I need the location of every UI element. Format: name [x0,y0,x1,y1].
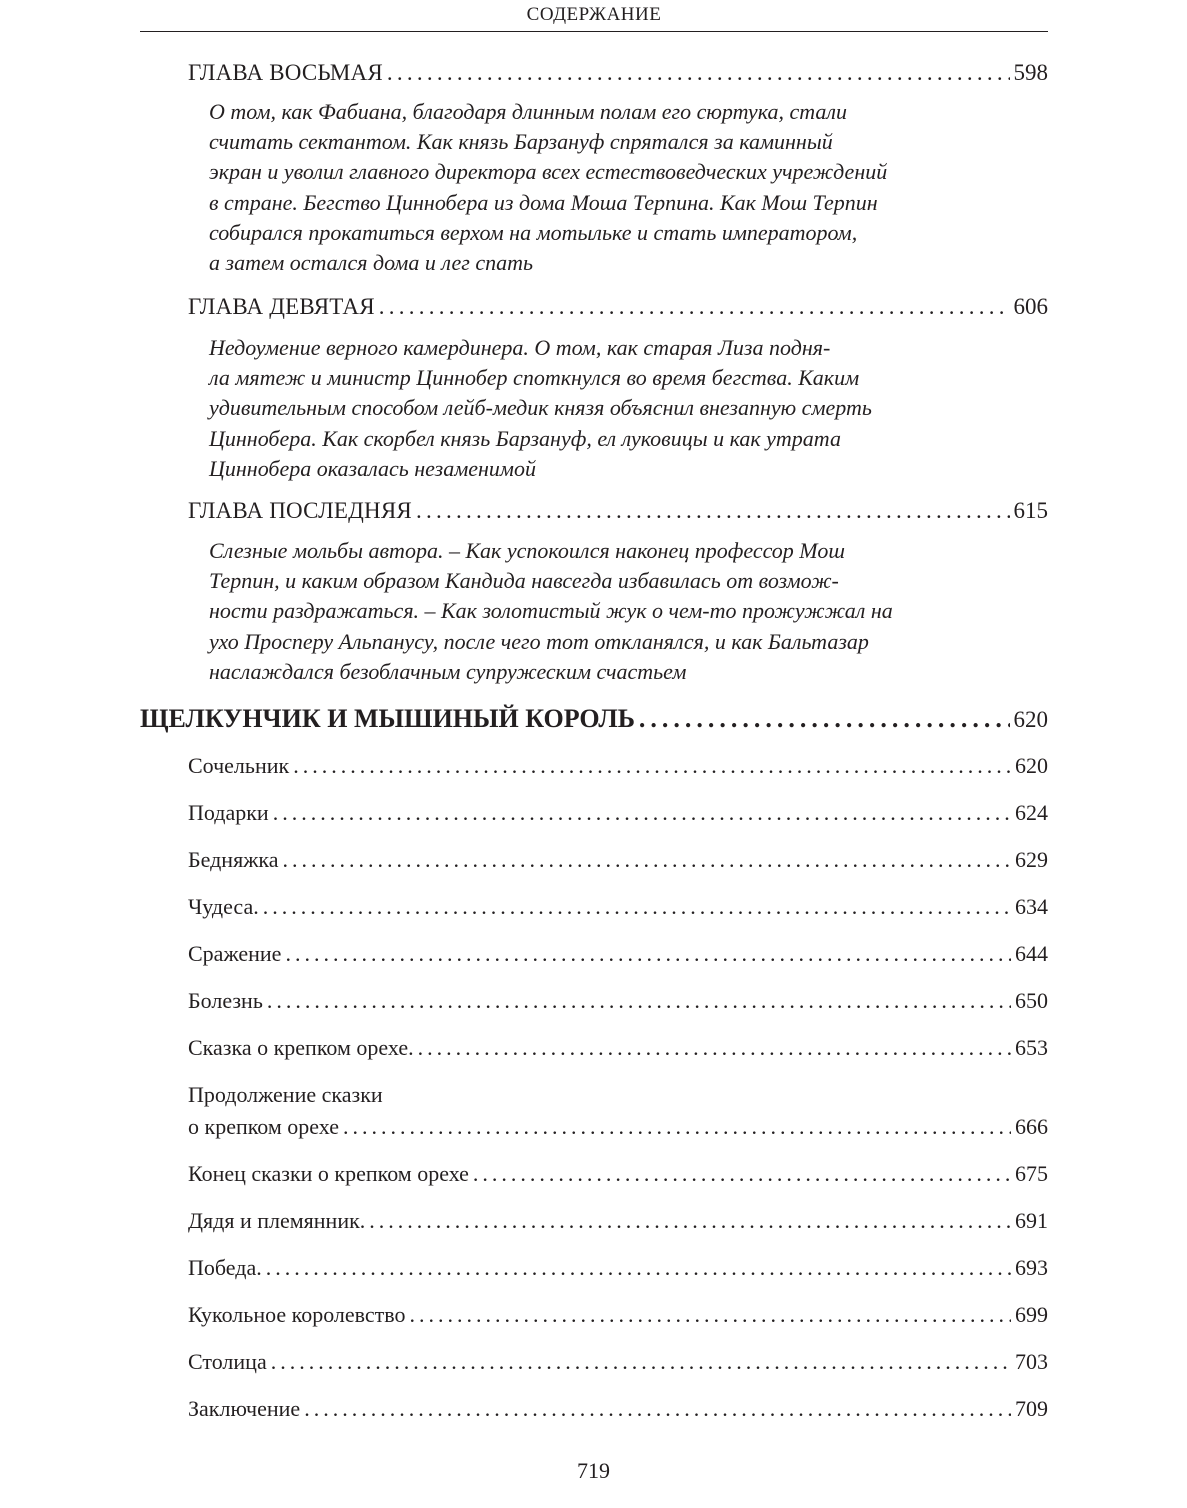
toc-entry-chapter[interactable] [188,498,1048,524]
toc-entry-subchapter[interactable] [188,1114,1048,1140]
dot-leader [285,941,1011,967]
toc-section-title: ЩЕЛКУНЧИК И МЫШИНЫЙ КОРОЛЬ [140,704,635,733]
toc-entry-title: Заключение [188,1396,301,1421]
toc-entry-subchapter[interactable] [188,1161,1048,1187]
header-rule [140,31,1048,32]
toc-entry-title: о крепком орехе [188,1114,339,1139]
dot-leader [473,1161,1011,1187]
toc-entry-page: 693 [1015,1255,1048,1280]
toc-entry-title: Сражение [188,941,282,966]
chapter-summary [209,536,969,687]
toc-entry-title: Бедняжка [188,847,279,872]
toc-entry-title: Чудеса. [188,894,259,919]
dot-leader [410,1302,1011,1328]
toc-entry-subchapter[interactable] [188,1035,1048,1061]
chapter-summary [209,333,969,484]
dot-leader [293,753,1011,779]
dot-leader [639,704,1010,734]
toc-entry-page: 620 [1015,753,1048,778]
toc-entry-page: 644 [1015,941,1048,966]
toc-entry-subchapter[interactable] [188,941,1048,967]
dot-leader [379,294,1010,320]
summary-line: в стране. Бегство Циннобера из дома Моша Терпина. Как Мош Терпин [209,189,878,215]
toc-entry-title: Сказка о крепком орехе. [188,1035,414,1060]
summary-line: ухо Просперу Альпанусу, после чего тот откланялся, и как Бальтазар [209,628,869,654]
toc-entry-title: ГЛАВА ДЕВЯТАЯ [188,294,375,319]
toc-entry-title: Конец сказки о крепком орехе [188,1161,469,1186]
toc-entry-title: Победа. [188,1255,262,1280]
toc-entry-title: Столица [188,1349,267,1374]
dot-leader [283,847,1011,873]
dot-leader [387,60,1010,86]
toc-entry-page: 691 [1015,1208,1048,1233]
toc-entry-chapter[interactable] [188,294,1048,320]
toc-section-page: 620 [1013,707,1048,732]
summary-line: Терпин, и каким образом Кандида навсегда избавилась от возмож- [209,568,839,594]
dot-leader [266,1255,1011,1281]
toc-entry-page: 650 [1015,988,1048,1013]
toc-entry-title: Болезнь [188,988,263,1013]
dot-leader [271,1349,1011,1375]
toc-entry-title: Подарки [188,800,269,825]
toc-entry-page: 629 [1015,847,1048,872]
running-head: СОДЕРЖАНИЕ [526,4,662,25]
summary-line: собирался прокатиться верхом на мотыльке и стать императором, [209,219,858,245]
summary-line: Циннобера. Как скорбел князь Барзануф, ел луковицы и как утрата [209,425,841,451]
toc-entry-subchapter[interactable] [188,988,1048,1014]
toc-entry-subchapter[interactable] [188,847,1048,873]
dot-leader [263,894,1011,920]
summary-line: О том, как Фабиана, благодаря длинным полам его сюртука, стали [209,99,847,124]
toc-entry-title: ГЛАВА ВОСЬМАЯ [188,60,383,85]
toc-entry-title: Сочельник [188,753,290,778]
dot-leader [416,498,1010,524]
dot-leader [343,1114,1011,1140]
dot-leader [267,988,1011,1014]
toc-entry-page: 703 [1015,1349,1048,1374]
toc-entry-title: ГЛАВА ПОСЛЕДНЯЯ [188,498,412,523]
toc-entry-title-line1[interactable]: Продолжение сказки [188,1082,383,1107]
summary-line: ности раздражаться. – Как золотистый жук о чем-то прожужжал на [209,598,893,624]
summary-line: экран и уволил главного директора всех естествоведческих учреждений [209,159,888,185]
toc-entry-page: 615 [1013,498,1048,523]
dot-leader [369,1208,1011,1234]
toc-entry-page: 666 [1015,1114,1048,1139]
toc-entry-subchapter[interactable] [188,753,1048,779]
toc-entry-page: 675 [1015,1161,1048,1186]
chapter-summary [209,97,969,278]
summary-line: а затем остался дома и лег спать [209,250,533,276]
toc-entry-subchapter[interactable] [188,1302,1048,1328]
summary-line: удивительным способом лейб-медик князя объяснил внезапную смерть [209,395,872,421]
toc-entry-page: 634 [1015,894,1048,919]
summary-line: Циннобера оказалась незаменимой [209,455,536,481]
toc-entry-title: Кукольное королевство [188,1302,406,1327]
toc-entry-page: 606 [1013,294,1048,319]
toc-entry-subchapter[interactable] [188,1349,1048,1375]
toc-entry-page: 699 [1015,1302,1048,1327]
summary-line: Слезные мольбы автора. – Как успокоился наконец профессор Мош [209,538,845,563]
toc-entry-subchapter[interactable] [188,894,1048,920]
toc-entry-subchapter[interactable] [188,1255,1048,1281]
dot-leader [304,1396,1011,1422]
toc-entry-page: 598 [1013,60,1048,85]
toc-entry-subchapter[interactable] [188,1208,1048,1234]
dot-leader [418,1035,1011,1061]
summary-line: наслаждался безоблачным супружеским счастьем [209,658,687,684]
toc-entry-subchapter[interactable] [188,1396,1048,1422]
toc-entry-page: 624 [1015,800,1048,825]
summary-line: считать сектантом. Как князь Барзануф спрятался за каминный [209,129,833,155]
page-number: 719 [577,1458,610,1483]
dot-leader [273,800,1011,826]
toc-entry-section[interactable] [140,704,1048,734]
toc-entry-title: Дядя и племянник. [188,1208,366,1233]
toc-entry-chapter[interactable] [188,60,1048,86]
toc-entry-subchapter[interactable] [188,800,1048,826]
summary-line: ла мятеж и министр Циннобер споткнулся во время бегства. Каким [209,365,860,391]
summary-line: Недоумение верного камердинера. О том, как старая Лиза подня- [209,335,831,360]
toc-entry-page: 653 [1015,1035,1048,1060]
toc-entry-page: 709 [1015,1396,1048,1421]
